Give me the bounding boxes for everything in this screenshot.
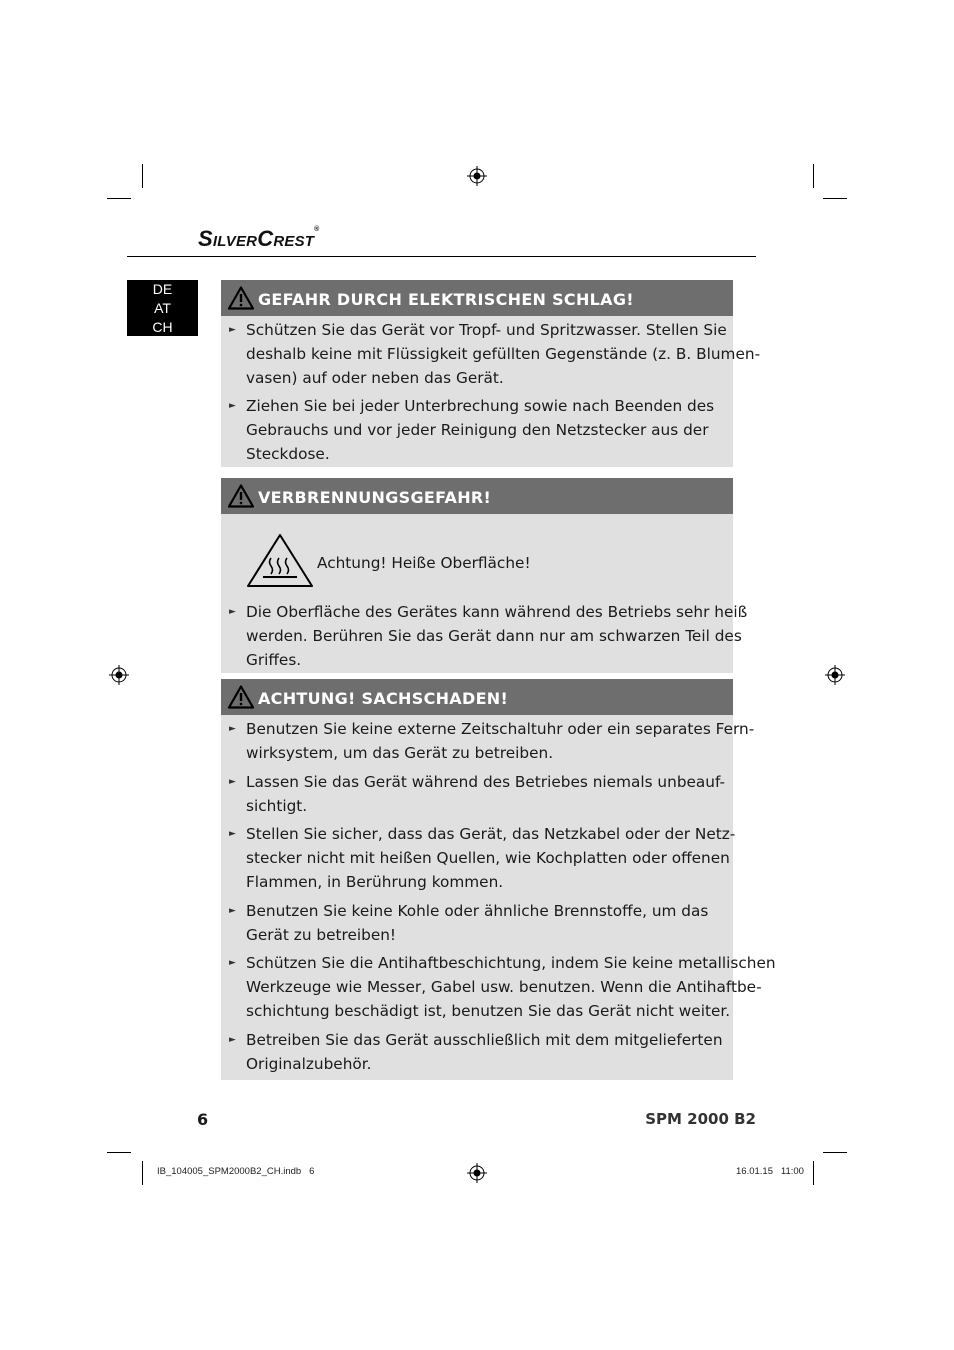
item-text: Lassen Sie das Gerät während des Betriebes niemals unbeauf- sichtigt. bbox=[246, 773, 726, 815]
page-number: 6 bbox=[197, 1110, 209, 1129]
crop-mark bbox=[142, 164, 143, 188]
language-code: CH bbox=[152, 319, 173, 335]
bullet-arrow-icon: ► bbox=[229, 401, 236, 411]
bullet-arrow-icon: ► bbox=[229, 724, 236, 734]
registration-mark-icon bbox=[109, 665, 129, 685]
section-header bbox=[221, 478, 733, 514]
section-title: GEFAHR DURCH ELEKTRISCHEN SCHLAG! bbox=[258, 290, 634, 309]
warning-section-burn bbox=[221, 478, 748, 673]
crop-mark bbox=[823, 198, 847, 199]
bullet-arrow-icon: ► bbox=[229, 958, 236, 968]
hot-surface-label: Achtung! Heiße Oberfläche! bbox=[317, 554, 531, 572]
section-title: ACHTUNG! SACHSCHADEN! bbox=[258, 689, 509, 708]
warning-triangle-icon bbox=[228, 286, 254, 310]
warning-section-property-damage bbox=[221, 679, 776, 1080]
bullet-arrow-icon: ► bbox=[229, 325, 236, 335]
item-text: Schützen Sie das Gerät vor Tropf- und Spritzwasser. Stellen Sie deshalb keine mit Flüssigkeit gefüllten Gegenstände (z. B. Blumen- vasen) auf oder neben das Gerät. bbox=[246, 321, 761, 387]
item-text: Die Oberfläche des Gerätes kann während des Betriebs sehr heiß werden. Berühren Sie das Gerät dann nur am schwarzen Teil des Griffes. bbox=[246, 603, 748, 669]
registration-mark-icon bbox=[467, 166, 487, 186]
header-rule bbox=[127, 256, 756, 257]
section-header bbox=[221, 280, 733, 316]
item-text: Ziehen Sie bei jeder Unterbrechung sowie nach Beenden des Gebrauchs und vor jeder Reinigung den Netzstecker aus der Steckdose. bbox=[246, 397, 715, 463]
crop-mark bbox=[813, 1161, 814, 1185]
crop-mark bbox=[813, 164, 814, 188]
bullet-arrow-icon: ► bbox=[229, 906, 236, 916]
slug-file: IB_104005_SPM2000B2_CH.indb 6 bbox=[157, 1166, 315, 1177]
registration-mark-icon bbox=[467, 1163, 487, 1183]
item-text: Betreiben Sie das Gerät ausschließlich mit dem mitgelieferten Originalzubehör. bbox=[246, 1031, 723, 1073]
language-tab bbox=[127, 280, 198, 336]
section-title: VERBRENNUNGSGEFAHR! bbox=[258, 488, 492, 507]
hot-surface-icon bbox=[245, 533, 315, 588]
crop-mark bbox=[823, 1152, 847, 1153]
bullet-arrow-icon: ► bbox=[229, 1035, 236, 1045]
language-code: AT bbox=[154, 300, 171, 316]
item-text: Benutzen Sie keine externe Zeitschaltuhr oder ein separates Fern- wirksystem, um das Gerät zu betreiben. bbox=[246, 720, 755, 762]
bullet-arrow-icon: ► bbox=[229, 607, 236, 617]
model-number: SPM 2000 B2 bbox=[645, 1110, 756, 1128]
crop-mark bbox=[142, 1161, 143, 1185]
warning-triangle-icon bbox=[228, 484, 254, 508]
item-text: Stellen Sie sicher, dass das Gerät, das Netzkabel oder der Netz- stecker nicht mit heißen Quellen, wie Kochplatten oder offenen Flammen, in Berührung kommen. bbox=[246, 825, 736, 891]
language-code: DE bbox=[152, 281, 173, 297]
crop-mark bbox=[107, 1152, 131, 1153]
bullet-arrow-icon: ► bbox=[229, 777, 236, 787]
slug-date: 16.01.15 11:00 bbox=[736, 1166, 804, 1177]
brand-logo: SILVERCREST® bbox=[198, 226, 320, 251]
crop-mark bbox=[107, 198, 131, 199]
item-text: Benutzen Sie keine Kohle oder ähnliche Brennstoffe, um das Gerät zu betreiben! bbox=[246, 902, 709, 944]
item-text: Schützen Sie die Antihaftbeschichtung, indem Sie keine metallischen Werkzeuge wie Messer, Gabel usw. benutzen. Wenn die Antihaftbe- schichtung beschädigt ist, benutzen Sie das Gerät nicht weiter. bbox=[246, 954, 776, 1020]
registration-mark-icon bbox=[825, 665, 845, 685]
warning-section-electric-shock bbox=[221, 280, 761, 467]
bullet-arrow-icon: ► bbox=[229, 829, 236, 839]
warning-triangle-icon bbox=[228, 685, 254, 709]
section-header bbox=[221, 679, 733, 715]
